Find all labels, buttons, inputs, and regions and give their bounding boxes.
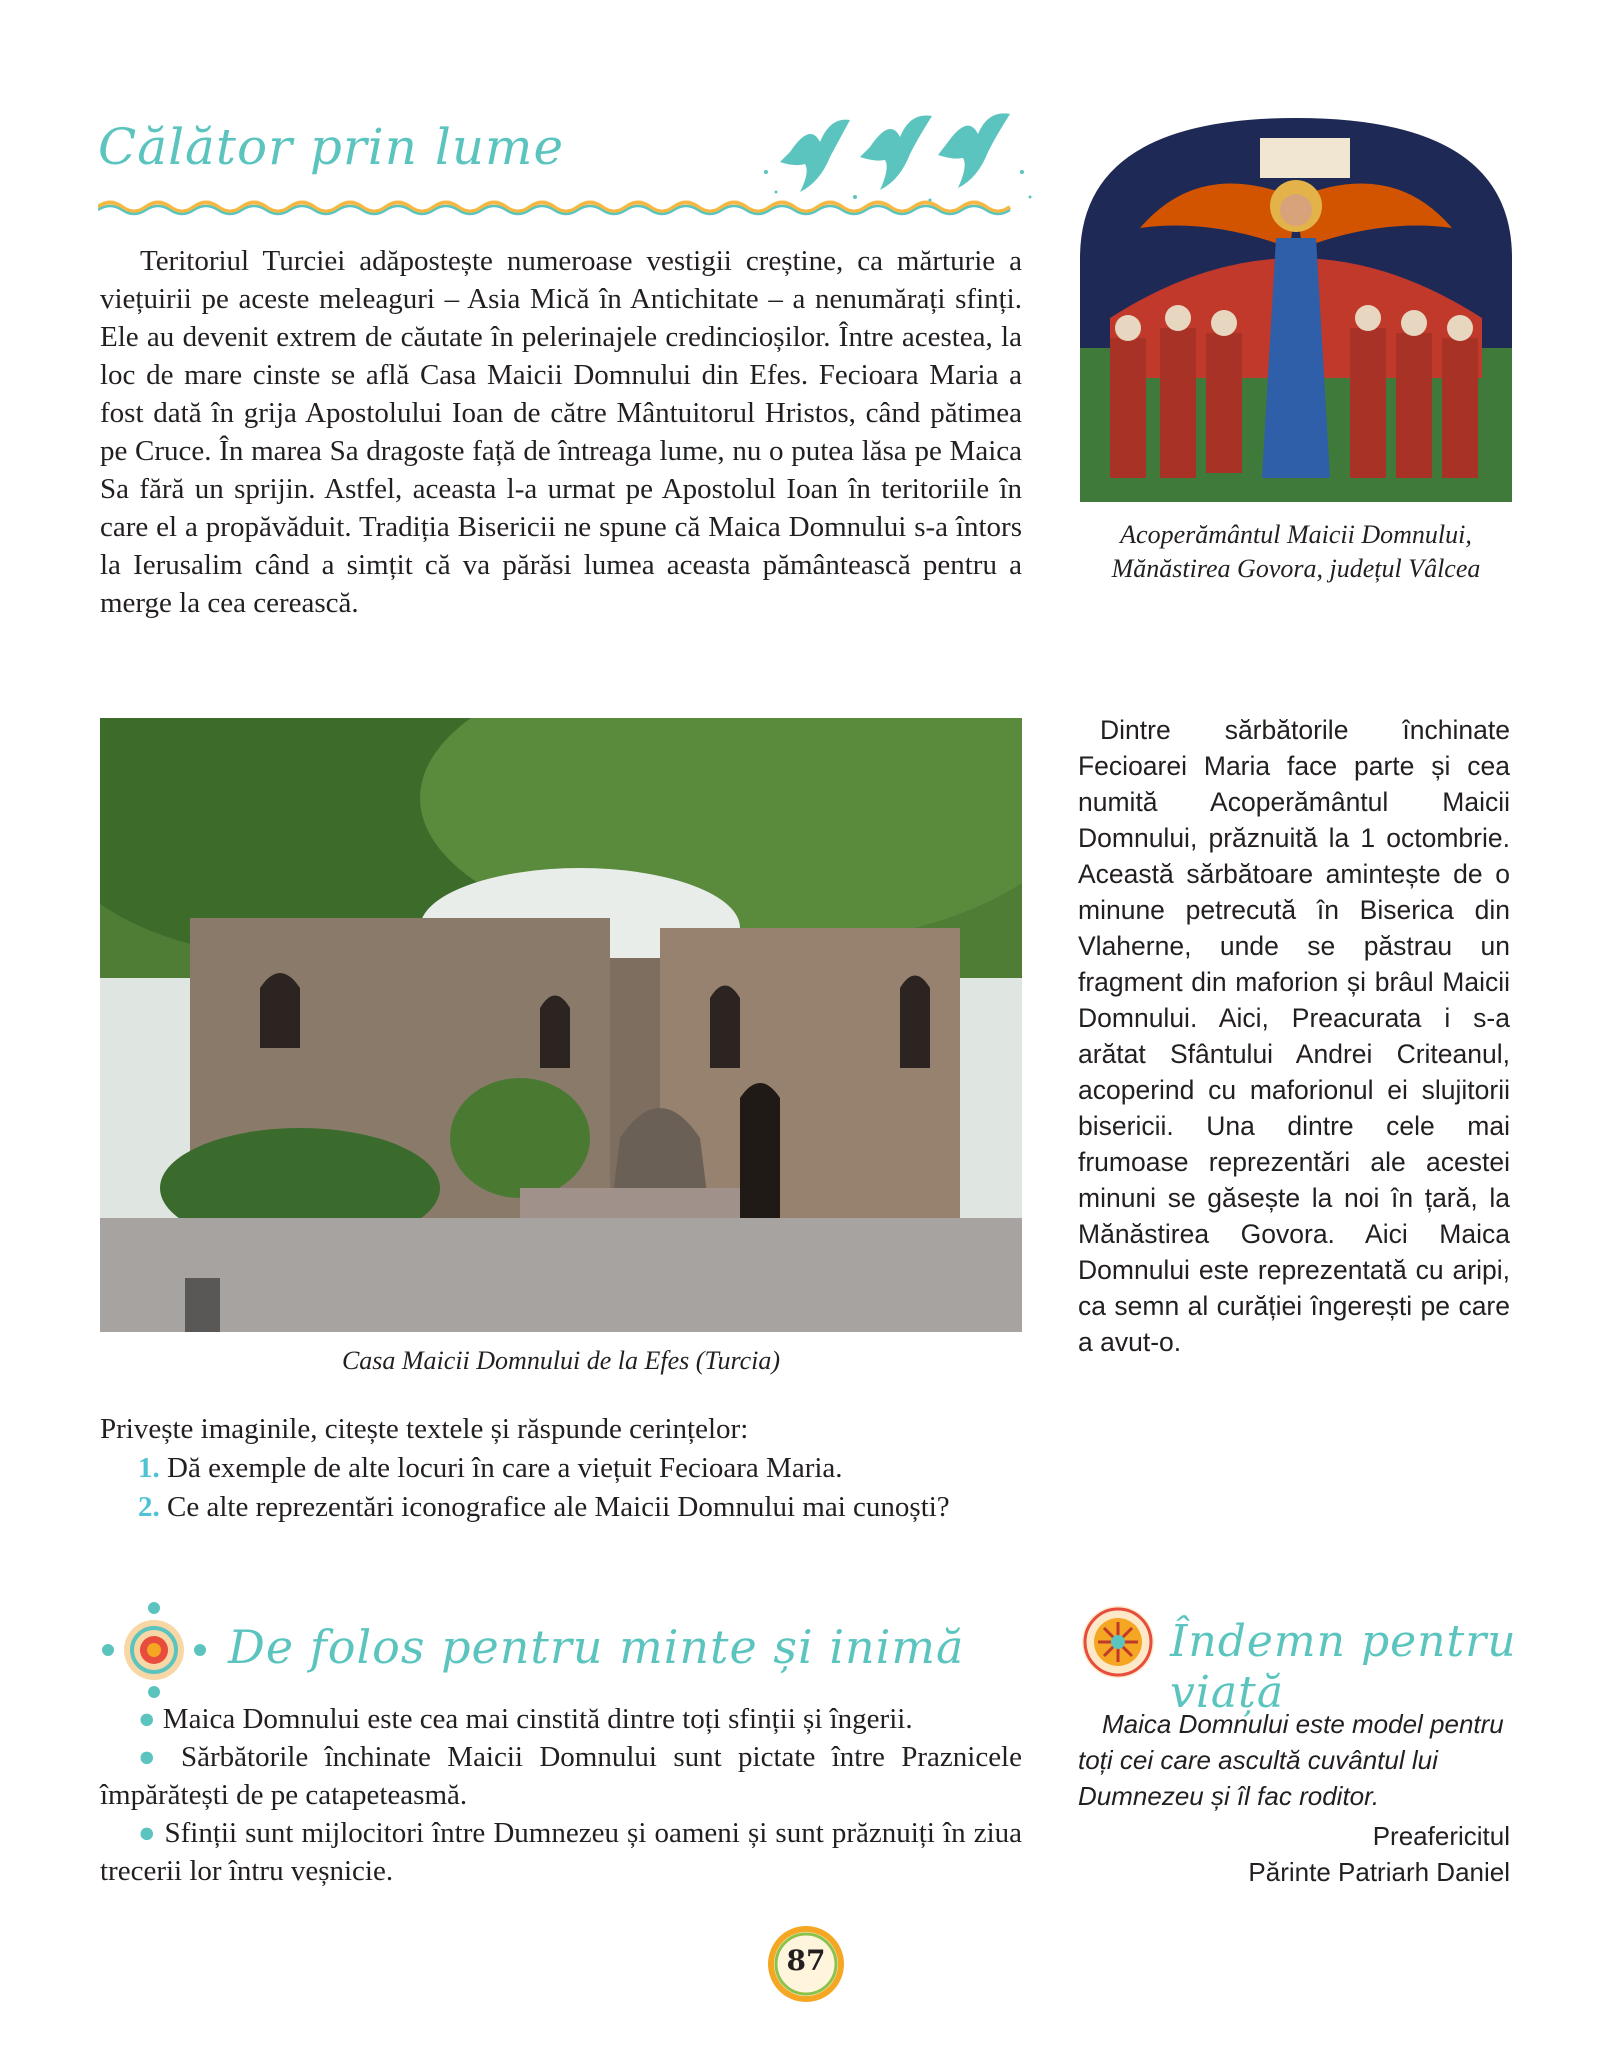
task-item-text: Dă exemple de alte locuri în care a viețuit Fecioara Maria. — [167, 1452, 843, 1484]
birds-decoration-icon — [760, 112, 1040, 212]
useful-item — [100, 1738, 1022, 1814]
task-item — [100, 1449, 1030, 1488]
bullet-dot-icon: ● — [138, 1741, 165, 1773]
sun-ornament-icon — [1080, 1604, 1156, 1680]
useful-item-text: Sărbătorile închinate Maicii Domnului sunt pictate între Praznicele împărătești de pe catapeteasmă. — [100, 1741, 1022, 1811]
bullet-dot-icon: ● — [138, 1703, 156, 1735]
mandala-ornament-icon — [98, 1600, 210, 1700]
task-item-number: 2. — [138, 1491, 160, 1523]
fresco-caption — [1060, 518, 1532, 586]
house-photo — [100, 718, 1022, 1332]
task-block — [100, 1410, 1030, 1527]
intro-paragraph: Teritoriul Turciei adăpostește numeroase vestigii creștine, ca mărturie a viețuirii pe aceste meleaguri – Asia Mică în Antichitate – a nenumărați sfinți. Ele au devenit extrem de căutate în pelerinajele credincioșilor. Între acestea, la loc de mare cinste se află Casa Maicii Domnului din Efes. Fecioara Maria a fost dată în grija Apostolului Ioan de către Mântuitorul Hristos, când pătimea pe Cruce. În marea Sa dragoste față de întreaga lume, nu o putea lăsa pe Maica Sa fără un sprijin. Astfel, aceasta l-a urmat pe Apostolul Ioan în teritoriile în care el a propăvăduit. Tradiția Bisericii ne spune că Maica Domnului s-a întors la Ierusalim când a simțit că va părăsi lumea aceasta pământească pentru a merge la cea cerească. — [100, 245, 1022, 619]
page-number: 87 — [786, 1944, 826, 1977]
useful-title: De folos pentru minte și inimă — [228, 1620, 965, 1674]
useful-item — [100, 1700, 1022, 1738]
fresco-caption-line2: Mănăstirea Govora, județul Vâlcea — [1111, 554, 1481, 583]
exhortation-title: Îndemn pentru viață — [1170, 1616, 1517, 1718]
useful-item-text: Maica Domnului este cea mai cinstită dintre toți sfinții și îngerii. — [162, 1703, 913, 1735]
useful-item-text: Sfinții sunt mijlocitori între Dumnezeu și oameni și sunt prăznuiți în ziua trecerii lor întru veșnicie. — [100, 1817, 1022, 1887]
author-line1: Preafericitul — [1372, 1821, 1510, 1851]
task-prompt: Privește imaginile, citește textele și răspunde cerințelor: — [100, 1413, 749, 1445]
useful-item — [100, 1814, 1022, 1890]
task-item-text: Ce alte reprezentări iconografice ale Maicii Domnului mai cunoști? — [167, 1491, 950, 1523]
photo-caption: Casa Maicii Domnului de la Efes (Turcia) — [341, 1346, 781, 1375]
side-paragraph: Dintre sărbătorile închinate Fecioarei Maria face parte și cea numită Acoperământul Maicii Domnului, prăznuită la 1 octombrie. Această sărbătoare amintește de o minune petrecută în Biserica din Vlaherne, unde se păstrau un fragment din maforion și brâul Maicii Domnului. Aici, Preacurata i s-a arătat Sfântului Andrei Criteanul, acoperind cu maforionul ei slujitorii bisericii. Una dintre cele mai frumoase reprezentări ale acestei minuni se găsește la noi în țară, la Mănăstirea Govora. Aici Maica Domnului este reprezentată cu aripi, ca semn al curăției îngerești pe care a avut-o. — [1078, 715, 1510, 1357]
bullet-dot-icon: ● — [138, 1817, 157, 1849]
exhortation-author — [1078, 1818, 1510, 1890]
fresco-caption-line1: Acoperământul Maicii Domnului, — [1120, 520, 1472, 549]
useful-list — [100, 1700, 1022, 1890]
task-item — [100, 1488, 1030, 1527]
fresco-image — [1080, 118, 1512, 502]
section-title: Călător prin lume — [98, 118, 565, 176]
author-line2: Părinte Patriarh Daniel — [1248, 1857, 1510, 1887]
task-item-number: 1. — [138, 1452, 160, 1484]
exhortation-quote: Maica Domnului este model pentru toți cei care ascultă cuvântul lui Dumnezeu și îl fac roditor. — [1078, 1709, 1504, 1811]
